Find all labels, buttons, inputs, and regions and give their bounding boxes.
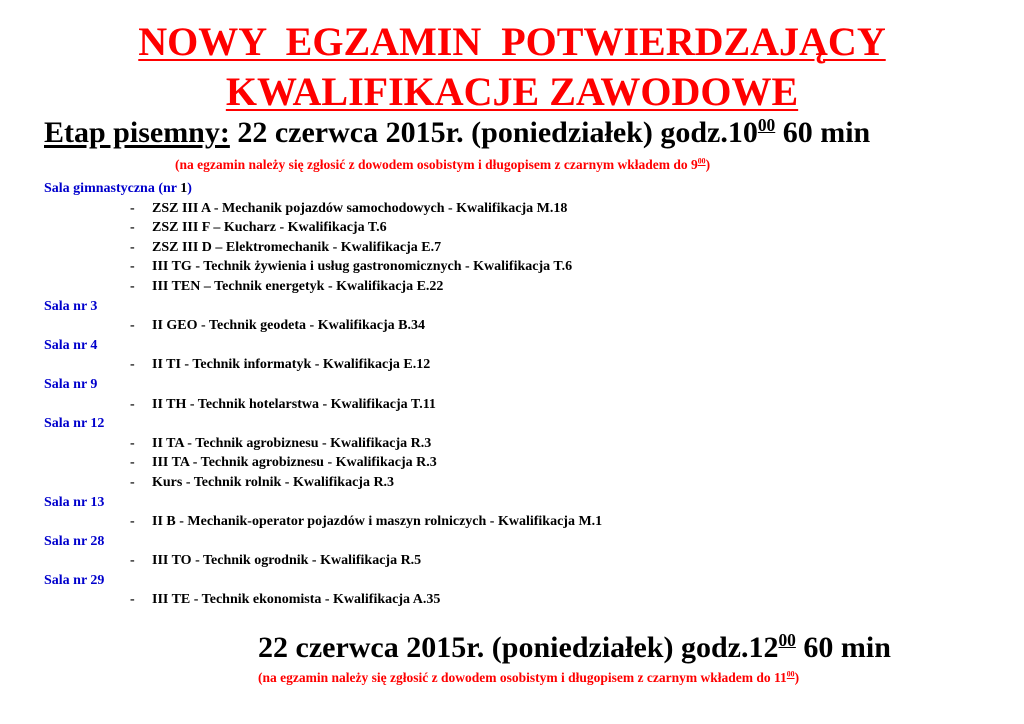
class-qualification: II TA - Technik agrobiznesu - Kwalifikacja R.3 — [152, 435, 432, 451]
class-qualification: ZSZ III F – Kucharz - Kwalifikacja T.6 — [152, 220, 387, 236]
list-item — [44, 512, 1004, 532]
bullet-dash: - — [130, 220, 135, 236]
class-qualification: III TEN – Technik energetyk - Kwalifikacja E.22 — [152, 278, 444, 294]
class-qualification: III TG - Technik żywienia i usług gastronomicznych - Kwalifikacja T.6 — [152, 259, 573, 275]
second-session-duration: 60 min — [803, 631, 891, 664]
second-session-date: 22 czerwca 2015r. (poniedziałek) godz.12 — [258, 631, 779, 664]
second-session-time-sup: 00 — [778, 630, 796, 650]
bullet-dash: - — [130, 553, 135, 569]
bullet-dash: - — [130, 474, 135, 490]
stage-written-heading — [44, 116, 870, 149]
list-item — [44, 218, 1004, 238]
room-heading: Sala nr 3 — [44, 298, 98, 314]
class-qualification: III TA - Technik agrobiznesu - Kwalifikacja R.3 — [152, 455, 437, 471]
room-heading: Sala nr 28 — [44, 533, 105, 549]
list-item — [44, 453, 1004, 473]
stage-date: 22 czerwca 2015r. (poniedziałek) godz.10 — [237, 116, 758, 149]
list-item — [44, 277, 1004, 297]
list-item — [44, 238, 1004, 258]
title-line-1: NOWY EGZAMIN POTWIERDZAJĄCY — [138, 19, 886, 64]
bullet-dash: - — [130, 396, 135, 412]
class-qualification: II B - Mechanik-operator pojazdów i maszyn rolniczych - Kwalifikacja M.1 — [152, 514, 603, 530]
bullet-dash: - — [130, 259, 135, 275]
class-qualification: II GEO - Technik geodeta - Kwalifikacja B.34 — [152, 318, 426, 334]
room-heading: Sala gimnastyczna (nr 1) — [44, 181, 192, 196]
list-item — [44, 395, 1004, 415]
list-item — [44, 257, 1004, 277]
bullet-dash: - — [130, 318, 135, 334]
bullet-dash: - — [130, 435, 135, 451]
bullet-dash: - — [130, 514, 135, 530]
room-list — [44, 179, 1004, 610]
class-qualification: II TH - Technik hotelarstwa - Kwalifikacja T.11 — [152, 396, 436, 412]
second-session-heading — [258, 631, 891, 664]
class-qualification: III TE - Technik ekonomista - Kwalifikacja A.35 — [152, 592, 441, 608]
class-qualification: III TO - Technik ogrodnik - Kwalifikacja R.5 — [152, 553, 422, 569]
stage-time-sup: 00 — [757, 115, 776, 135]
room-heading: Sala nr 12 — [44, 416, 105, 432]
room-heading: Sala nr 13 — [44, 494, 105, 510]
room-heading: Sala nr 9 — [44, 376, 98, 392]
bullet-dash: - — [130, 592, 135, 608]
bullet-dash: - — [130, 239, 135, 255]
exam-note-2: (na egzamin należy się zgłosić z dowodem osobistym i długopisem z czarnym wkładem do $11^{00}$) — [258, 669, 800, 685]
room-heading: Sala nr 29 — [44, 572, 105, 588]
list-item — [44, 473, 1004, 493]
stage-duration: 60 min — [782, 116, 871, 149]
list-item — [44, 355, 1004, 375]
class-qualification: II TI - Technik informatyk - Kwalifikacja E.12 — [152, 357, 431, 373]
class-qualification: ZSZ III A - Mechanik pojazdów samochodowych - Kwalifikacja M.18 — [152, 200, 568, 216]
room-heading: Sala nr 4 — [44, 337, 98, 353]
bullet-dash: - — [130, 200, 135, 216]
class-qualification: Kurs - Technik rolnik - Kwalifikacja R.3 — [152, 474, 395, 490]
list-item — [44, 551, 1004, 571]
bullet-dash: - — [130, 278, 135, 294]
class-qualification: ZSZ III D – Elektromechanik - Kwalifikacja E.7 — [152, 239, 442, 255]
bullet-dash: - — [130, 455, 135, 471]
title-line-2: KWALIFIKACJE ZAWODOWE — [225, 69, 799, 114]
list-item — [44, 199, 1004, 219]
list-item — [44, 434, 1004, 454]
list-item — [44, 590, 1004, 610]
exam-note-1: (na egzamin należy się zgłosić z dowodem osobistym i długopisem z czarnym wkładem do $9^{00}$) — [175, 156, 711, 172]
bullet-dash: - — [130, 357, 135, 373]
list-item — [44, 316, 1004, 336]
stage-label: Etap pisemny: — [44, 116, 230, 149]
